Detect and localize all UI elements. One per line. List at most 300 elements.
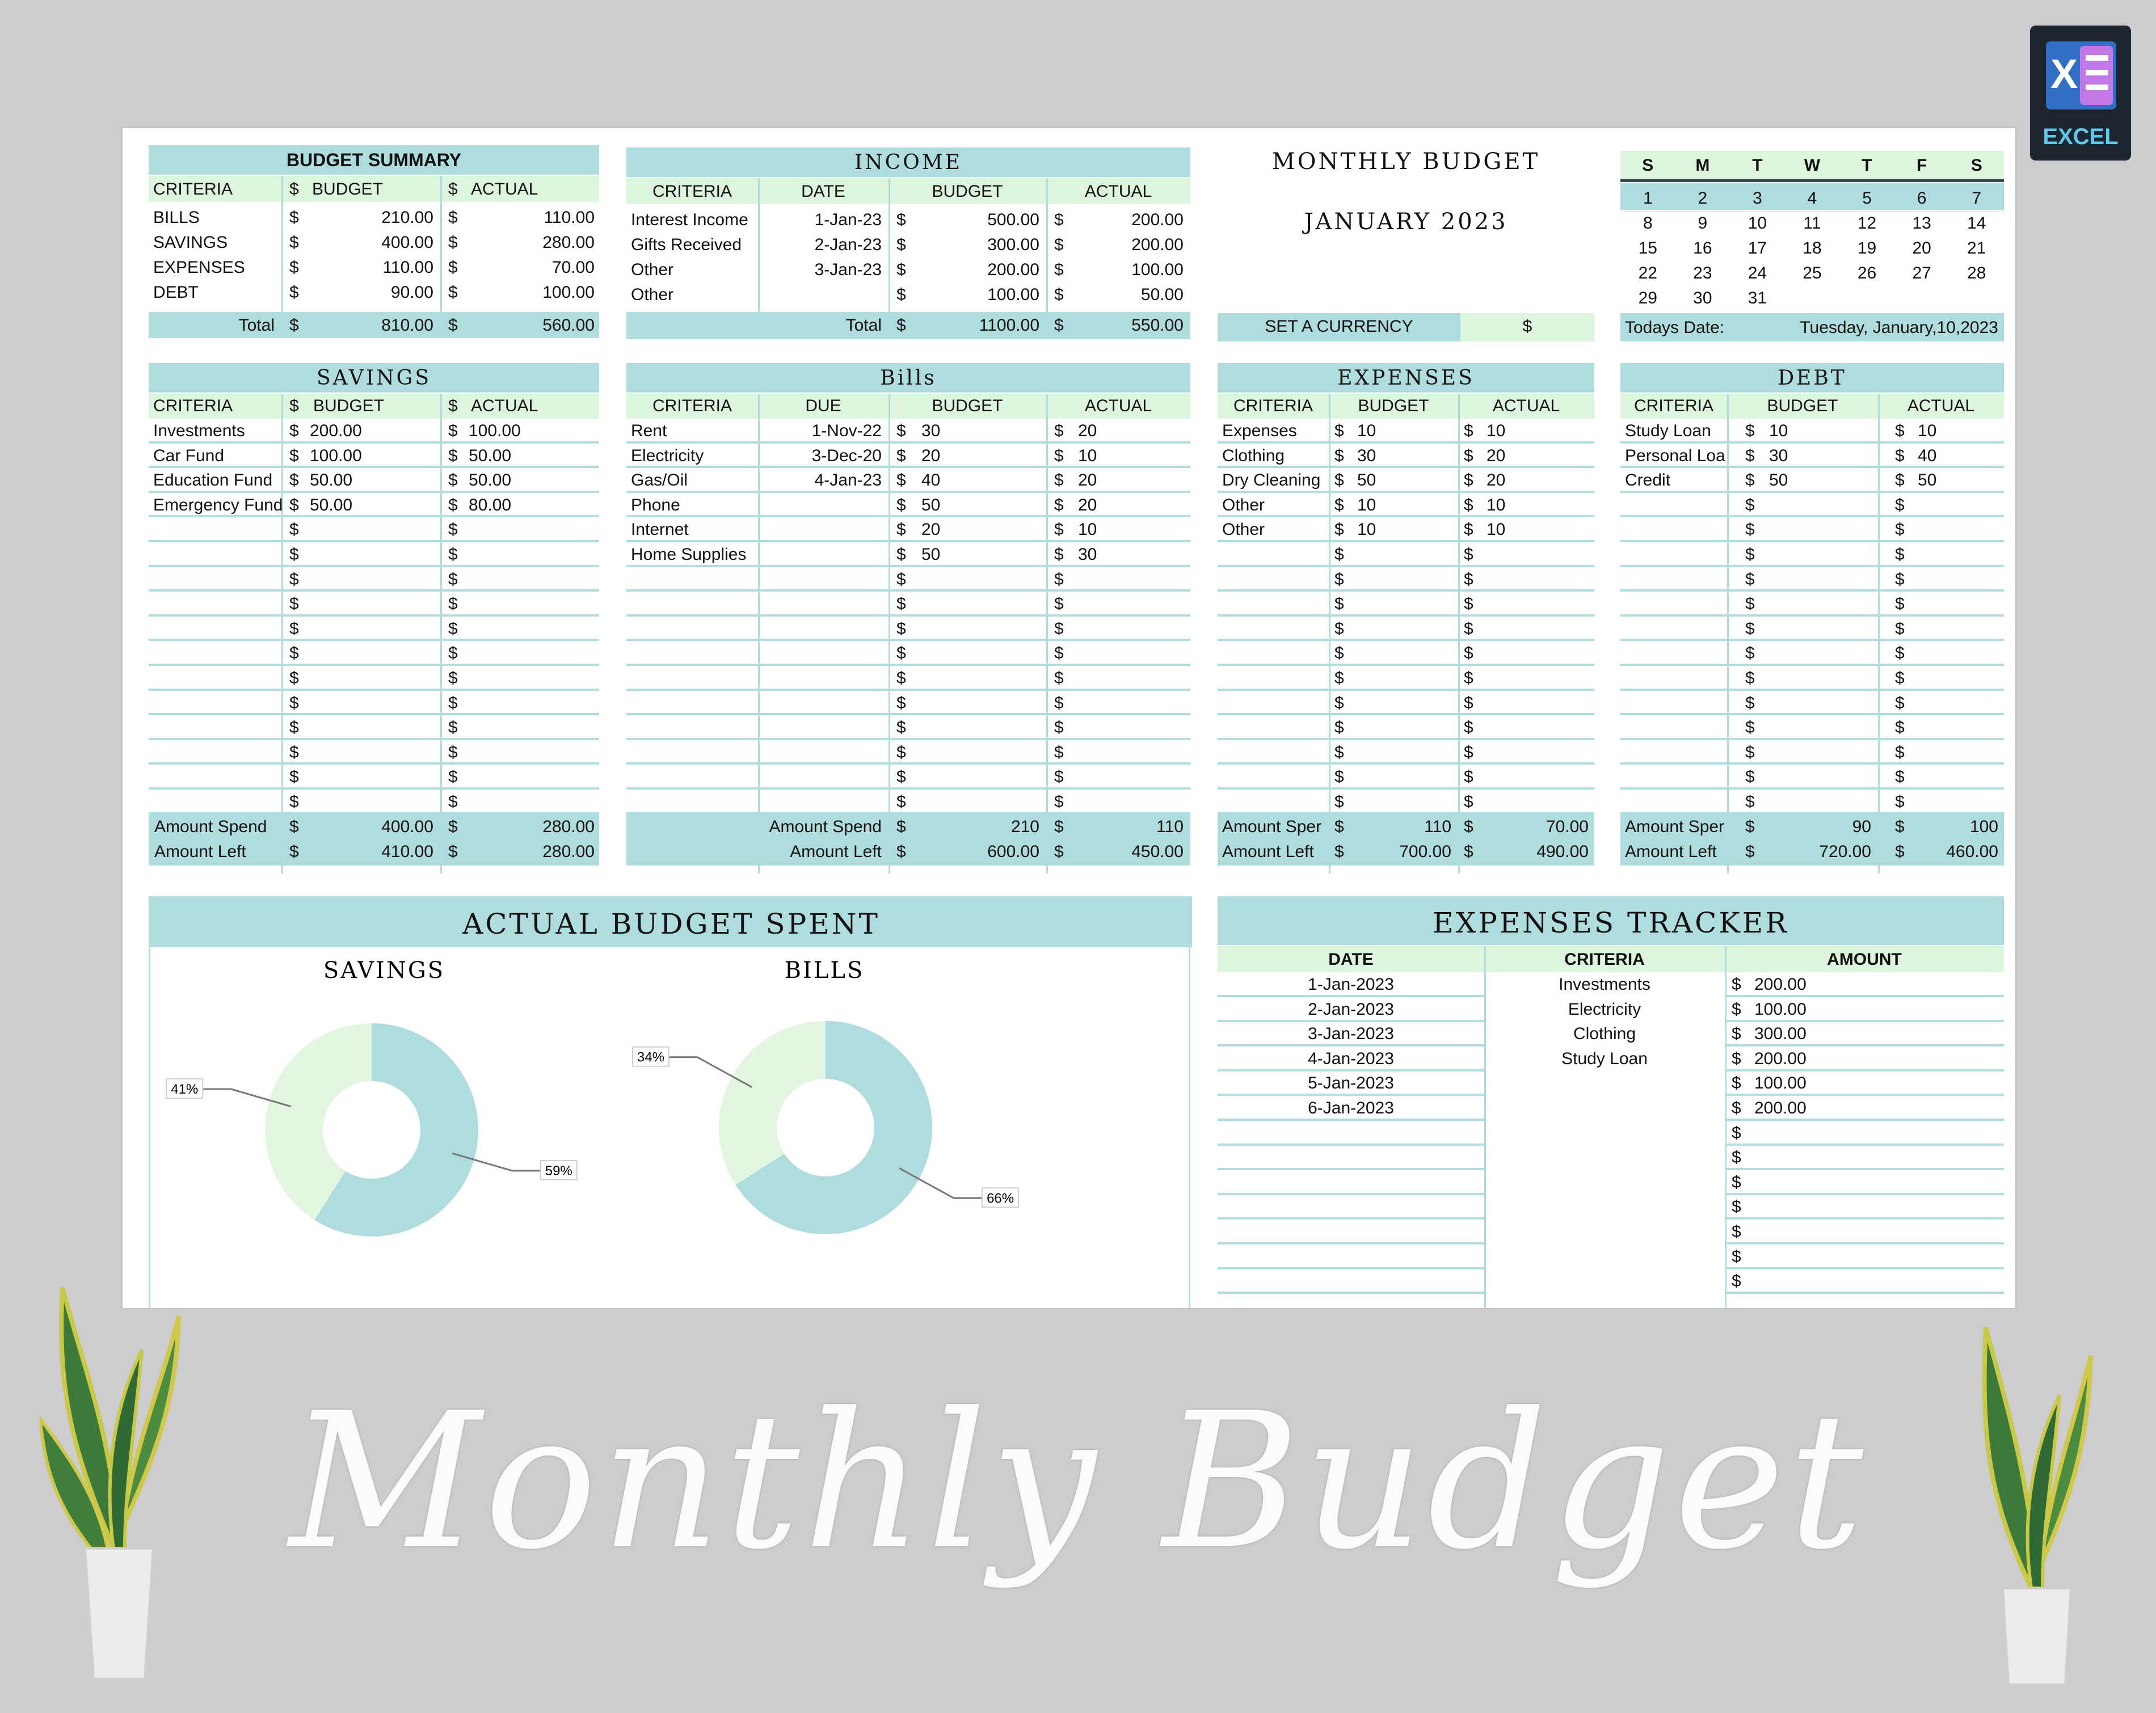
calendar-divider [1620, 210, 2004, 212]
dollar-sign: $ [448, 742, 458, 762]
bills-criteria[interactable]: Phone [631, 495, 680, 514]
bills-row [626, 740, 1190, 765]
debt-spend-budget: 90 [1852, 817, 1871, 836]
expenses-actual[interactable]: 10 [1487, 421, 1506, 440]
expenses-spend-label: Amount Sper [1222, 817, 1322, 836]
calendar-date[interactable]: 6 [1917, 189, 1927, 208]
bills-header: ACTUAL [1084, 396, 1152, 415]
calendar-date[interactable]: 7 [1972, 189, 1982, 208]
dollar-sign: $ [896, 210, 906, 229]
dollar-sign: $ [896, 669, 906, 687]
dollar-sign: $ [1334, 792, 1344, 811]
dollar-sign: $ [1745, 817, 1755, 836]
debt-row [1620, 567, 2004, 592]
dollar-sign: $ [1895, 842, 1905, 861]
dollar-sign: $ [1464, 495, 1473, 514]
bills-criteria[interactable]: Rent [631, 421, 667, 440]
bills-actual[interactable]: 10 [1078, 446, 1097, 465]
bills-row [626, 641, 1190, 666]
bills-actual[interactable]: 20 [1078, 495, 1097, 514]
dollar-sign: $ [1895, 792, 1905, 811]
expenses-budget[interactable]: 30 [1357, 446, 1376, 465]
savings-header: CRITERIA [153, 396, 233, 415]
dollar-sign: $ [289, 316, 299, 335]
dollar-sign: $ [448, 644, 458, 663]
debt-budget[interactable]: 50 [1769, 471, 1788, 490]
tracker-date[interactable]: 4-Jan-2023 [1308, 1049, 1394, 1068]
bills-actual[interactable]: 10 [1078, 520, 1097, 539]
dollar-sign: $ [1745, 619, 1755, 638]
dollar-sign: $ [1745, 421, 1755, 440]
debt-actual[interactable]: 50 [1918, 471, 1937, 490]
bills-row [626, 691, 1190, 716]
savings-criteria[interactable]: Investments [153, 421, 245, 440]
expenses-row [1218, 517, 1594, 542]
expenses-actual[interactable]: 20 [1487, 446, 1506, 465]
dollar-sign: $ [289, 446, 299, 465]
tracker-header-date: DATE [1328, 950, 1374, 969]
calendar-date[interactable]: 24 [1747, 264, 1767, 282]
dollar-sign: $ [896, 792, 906, 811]
debt-actual[interactable]: 10 [1918, 421, 1937, 440]
bills-budget[interactable]: 50 [921, 545, 941, 564]
debt-row [1620, 517, 2004, 542]
dollar-sign: $ [1054, 235, 1064, 254]
calendar-day-header: W [1804, 156, 1821, 175]
calendar-date[interactable]: 29 [1638, 289, 1657, 307]
tracker-row-line [1218, 1267, 1484, 1269]
tracker-date[interactable]: 2-Jan-2023 [1308, 999, 1394, 1019]
savings-row [149, 542, 599, 567]
bills-criteria[interactable]: Home Supplies [631, 545, 747, 564]
savings-budget[interactable]: 200.00 [310, 421, 362, 440]
savings-header: $ [289, 396, 299, 415]
tracker-date[interactable]: 6-Jan-2023 [1308, 1099, 1394, 1117]
dollar-sign: $ [1895, 520, 1905, 539]
dollar-sign: $ [448, 233, 458, 252]
calendar-date[interactable]: 2 [1698, 189, 1708, 208]
dollar-sign: $ [1054, 260, 1064, 279]
bills-spend-budget: 210 [1010, 817, 1039, 836]
debt-criteria[interactable]: Credit [1625, 471, 1671, 490]
tracker-row-line [1725, 1144, 2004, 1146]
dollar-sign: $ [1895, 817, 1905, 836]
dollar-sign: $ [448, 316, 458, 335]
bills-budget[interactable]: 40 [921, 471, 941, 490]
debt-row [1620, 691, 2004, 716]
tracker-amount[interactable]: 100.00 [1754, 999, 1807, 1019]
debt-left-budget: 720.00 [1819, 842, 1871, 861]
income-budget: 300.00 [987, 235, 1039, 254]
summary-criteria: BILLS [153, 208, 200, 227]
savings-row [149, 641, 599, 666]
dollar-sign: $ [1054, 792, 1064, 811]
dollar-sign: $ [896, 285, 906, 304]
debt-title: DEBT [1778, 366, 1847, 390]
dollar-sign: $ [1054, 495, 1064, 514]
debt-row [1620, 666, 2004, 691]
dollar-sign: $ [1054, 545, 1064, 564]
todays-date-label: Todays Date: [1625, 318, 1725, 337]
dollar-sign: $ [1464, 594, 1473, 614]
dollar-sign: $ [448, 446, 458, 465]
dollar-sign: $ [1745, 471, 1755, 490]
dollar-sign: $ [896, 520, 906, 539]
expenses-budget[interactable]: 10 [1357, 421, 1376, 440]
calendar-date[interactable]: 17 [1747, 239, 1767, 258]
summary-total-label: Total [238, 316, 275, 335]
calendar-date[interactable]: 23 [1693, 264, 1712, 282]
dollar-sign: $ [1054, 471, 1064, 490]
bills-due[interactable]: 1-Nov-22 [811, 421, 882, 440]
bills-due[interactable]: 3-Dec-20 [811, 446, 882, 465]
dollar-sign: $ [1054, 285, 1064, 304]
chart-slice [719, 1021, 826, 1185]
debt-left-label: Amount Left [1625, 842, 1717, 861]
dollar-sign: $ [1464, 569, 1473, 589]
income-criteria: Other [631, 260, 674, 279]
bills-row [626, 790, 1190, 815]
bills-budget[interactable]: 30 [921, 421, 941, 440]
savings-budget[interactable]: 100.00 [310, 446, 362, 465]
calendar-date[interactable]: 28 [1967, 264, 1986, 282]
bills-row [626, 517, 1190, 542]
savings-title: SAVINGS [316, 366, 431, 390]
tracker-amount[interactable]: 200.00 [1754, 1049, 1807, 1068]
income-budget: 100.00 [987, 285, 1039, 304]
dollar-sign: $ [289, 471, 299, 490]
savings-budget[interactable]: 50.00 [310, 471, 353, 490]
dollar-sign: $ [289, 644, 299, 663]
dollar-sign: $ [289, 619, 299, 638]
summary-criteria: DEBT [153, 283, 199, 302]
debt-row [1620, 617, 2004, 642]
income-date: 1-Jan-23 [814, 210, 882, 229]
tracker-amount[interactable]: 300.00 [1754, 1024, 1807, 1044]
dollar-sign: $ [448, 817, 458, 836]
debt-row [1620, 468, 2004, 493]
savings-criteria[interactable]: Car Fund [153, 446, 225, 465]
svg-text:X: X [2050, 52, 2078, 97]
bills-spend-actual: 110 [1156, 817, 1184, 836]
dollar-sign: $ [1334, 520, 1344, 539]
income-criteria: Interest Income [631, 210, 748, 229]
dollar-sign: $ [289, 233, 299, 252]
expenses-criteria[interactable]: Other [1222, 495, 1265, 514]
dollar-sign: $ [289, 742, 299, 762]
dollar-sign: $ [1895, 718, 1905, 737]
bills-criteria[interactable]: Electricity [631, 446, 704, 465]
dollar-sign: $ [289, 718, 299, 737]
debt-budget[interactable]: 30 [1769, 446, 1788, 465]
summary-budget: 210.00 [381, 208, 433, 227]
tracker-criteria[interactable]: Study Loan [1561, 1049, 1648, 1068]
bills-left-budget: 600.00 [987, 842, 1039, 861]
savings-row [149, 715, 599, 740]
tracker-row-line [1218, 1193, 1484, 1195]
dollar-sign: $ [448, 520, 458, 539]
tracker-criteria[interactable]: Clothing [1573, 1024, 1636, 1044]
dollar-sign: $ [1464, 742, 1473, 762]
savings-actual[interactable]: 50.00 [469, 471, 512, 490]
summary-budget: 90.00 [390, 283, 433, 302]
calendar-date[interactable]: 27 [1912, 264, 1931, 282]
calendar-date[interactable]: 8 [1643, 214, 1653, 233]
calendar-date[interactable]: 3 [1753, 189, 1762, 208]
plant-icon [40, 1288, 179, 1679]
debt-row [1620, 790, 2004, 815]
tracker-amount[interactable]: 200.00 [1754, 1099, 1807, 1117]
calendar-date[interactable]: 14 [1967, 214, 1986, 233]
calendar-day-header: F [1916, 156, 1927, 175]
calendar-date[interactable]: 30 [1693, 289, 1712, 307]
dollar-sign: $ [896, 767, 906, 787]
debt-criteria[interactable]: Study Loan [1625, 421, 1711, 440]
summary-budget: 110.00 [382, 258, 433, 277]
tracker-criteria[interactable]: Electricity [1568, 999, 1641, 1019]
debt-actual[interactable]: 40 [1918, 446, 1937, 465]
tracker-date[interactable]: 1-Jan-2023 [1308, 975, 1394, 994]
calendar-date[interactable]: 1 [1643, 189, 1653, 208]
summary-header-budget: BUDGET [312, 180, 384, 199]
dollar-sign: $ [1745, 520, 1755, 539]
dollar-sign: $ [1334, 669, 1344, 687]
dollar-sign: $ [1334, 644, 1344, 663]
summary-actual: 280.00 [542, 233, 595, 252]
actual-budget-panel [149, 896, 1190, 1308]
savings-actual[interactable]: 100.00 [469, 421, 521, 440]
savings-actual[interactable]: 80.00 [469, 495, 512, 514]
dollar-sign: $ [1895, 742, 1905, 762]
calendar-date[interactable]: 12 [1857, 214, 1877, 233]
tracker-date[interactable]: 3-Jan-2023 [1308, 1024, 1394, 1044]
dollar-sign: $ [896, 421, 906, 440]
bills-actual[interactable]: 20 [1078, 471, 1097, 490]
income-header-criteria: CRITERIA [652, 182, 732, 201]
bills-budget[interactable]: 20 [921, 446, 941, 465]
dollar-sign: $ [1745, 792, 1755, 811]
expenses-row [1218, 617, 1594, 642]
calendar-date[interactable]: 4 [1807, 189, 1817, 208]
dollar-sign: $ [448, 471, 458, 490]
dollar-sign: $ [289, 208, 299, 227]
summary-title: BUDGET SUMMARY [286, 150, 462, 170]
tracker-criteria[interactable]: Investments [1559, 975, 1650, 994]
bills-due[interactable]: 4-Jan-23 [814, 471, 882, 490]
dollar-sign: $ [1732, 1172, 1741, 1192]
page-title: MONTHLY BUDGET [1271, 149, 1540, 175]
calendar-date[interactable]: 16 [1693, 239, 1712, 258]
dollar-sign: $ [1054, 644, 1064, 663]
budget-charts [150, 947, 1189, 1308]
debt-row [1620, 592, 2004, 617]
dollar-sign: $ [896, 545, 906, 564]
tracker-title: EXPENSES TRACKER [1433, 906, 1789, 939]
savings-criteria[interactable]: Emergency Fund [153, 495, 283, 514]
actual-budget-title: ACTUAL BUDGET SPENT [462, 908, 880, 940]
bills-criteria[interactable]: Internet [631, 520, 689, 539]
bills-budget[interactable]: 20 [921, 520, 941, 539]
dollar-sign: $ [896, 235, 906, 254]
dollar-sign: $ [448, 842, 458, 861]
tracker-header-amount: AMOUNT [1827, 950, 1902, 969]
calendar-date[interactable]: 15 [1638, 239, 1657, 258]
bills-header: DUE [805, 396, 841, 415]
dollar-sign: $ [1464, 471, 1473, 490]
dollar-sign: $ [1334, 718, 1344, 737]
dollar-sign: $ [1334, 742, 1344, 762]
expenses-budget[interactable]: 10 [1357, 495, 1376, 514]
calendar-date[interactable]: 13 [1912, 214, 1931, 233]
debt-row [1620, 740, 2004, 765]
tracker-row-line [1725, 1292, 2004, 1294]
chart-data-label: 59% [545, 1163, 572, 1179]
summary-actual: 70.00 [551, 258, 595, 277]
debt-row [1620, 493, 2004, 518]
decorative-title: Monthly Budget [289, 1373, 1867, 1590]
bills-row [626, 567, 1190, 592]
expenses-spend-actual: 70.00 [1546, 817, 1589, 836]
todays-date-value: Tuesday, January,10,2023 [1800, 318, 1998, 337]
dollar-sign: $ [1054, 693, 1064, 712]
dollar-sign: $ [1895, 421, 1905, 440]
savings-left-label: Amount Left [154, 842, 246, 861]
calendar-date[interactable]: 26 [1857, 264, 1877, 282]
expenses-left-budget: 700.00 [1399, 842, 1451, 861]
savings-spend-label: Amount Spend [154, 817, 267, 836]
savings-panel [149, 363, 599, 874]
bills-title: Bills [880, 366, 937, 390]
dollar-sign: $ [1464, 644, 1473, 663]
expenses-header: ACTUAL [1492, 396, 1560, 415]
bills-header: BUDGET [932, 396, 1003, 415]
savings-actual[interactable]: 50.00 [469, 446, 512, 465]
dollar-sign: $ [1334, 569, 1344, 589]
calendar-date[interactable]: 18 [1803, 239, 1822, 258]
expenses-actual[interactable]: 10 [1487, 495, 1506, 514]
expenses-spend-budget: 110 [1424, 817, 1451, 836]
bills-budget[interactable]: 50 [921, 495, 941, 514]
dollar-sign: $ [896, 817, 906, 836]
excel-logo [2030, 26, 2131, 161]
debt-row [1620, 542, 2004, 567]
dollar-sign: $ [1054, 594, 1064, 614]
debt-budget[interactable]: 10 [1769, 421, 1788, 440]
dollar-sign: $ [448, 669, 458, 687]
debt-criteria[interactable]: Personal Loa [1625, 446, 1725, 465]
savings-header: BUDGET [313, 396, 385, 415]
dollar-sign: $ [1745, 767, 1755, 787]
dollar-sign: $ [1732, 1074, 1741, 1093]
tracker-row-line [1725, 1193, 2004, 1195]
dollar-sign: $ [1732, 1049, 1741, 1068]
dollar-sign: $ [1464, 520, 1473, 539]
bills-actual[interactable]: 30 [1078, 545, 1097, 564]
dollar-sign: $ [896, 693, 906, 712]
bills-criteria[interactable]: Gas/Oil [631, 471, 688, 490]
dollar-sign: $ [448, 693, 458, 712]
dollar-sign: $ [896, 446, 906, 465]
dollar-sign: $ [896, 644, 906, 663]
tracker-amount[interactable]: 200.00 [1754, 975, 1807, 994]
summary-budget: 400.00 [381, 233, 433, 252]
dollar-sign: $ [1054, 619, 1064, 638]
expenses-tracker-panel [1218, 896, 2004, 1308]
calendar-date[interactable]: 31 [1747, 289, 1767, 307]
income-actual: 100.00 [1131, 260, 1184, 279]
dollar-sign: $ [289, 693, 299, 712]
dollar-sign: $ [1745, 495, 1755, 514]
calendar-date[interactable]: 19 [1857, 239, 1877, 258]
expenses-actual[interactable]: 20 [1487, 471, 1506, 490]
dollar-sign: $ [448, 545, 458, 564]
savings-row [149, 567, 599, 592]
dollar-sign: $ [1732, 1123, 1741, 1142]
expenses-budget[interactable]: 50 [1357, 471, 1376, 490]
expenses-budget[interactable]: 10 [1357, 520, 1376, 539]
savings-budget[interactable]: 50.00 [310, 495, 353, 514]
tracker-row-line [1218, 1144, 1484, 1146]
savings-criteria[interactable]: Education Fund [153, 471, 273, 490]
dollar-sign: $ [1054, 742, 1064, 762]
income-header-date: DATE [801, 182, 845, 201]
calendar-date[interactable]: 25 [1803, 264, 1822, 282]
dollar-sign: $ [896, 495, 906, 514]
dollar-sign: $ [1464, 842, 1473, 861]
calendar-date[interactable]: 5 [1862, 189, 1872, 208]
expenses-criteria[interactable]: Clothing [1222, 446, 1285, 465]
dollar-sign: $ [448, 569, 458, 589]
chart-title: SAVINGS [323, 957, 445, 984]
expenses-row [1218, 765, 1594, 790]
expenses-actual[interactable]: 10 [1487, 520, 1506, 539]
calendar-date[interactable]: 21 [1967, 239, 1986, 258]
calendar-date[interactable]: 22 [1638, 264, 1657, 282]
income-title: INCOME [854, 151, 962, 174]
dollar-sign: $ [1732, 1247, 1741, 1266]
currency-label: SET A CURRENCY [1265, 317, 1413, 336]
dollar-sign: $ [1334, 421, 1344, 440]
summary-total-budget: 810.00 [381, 316, 433, 335]
calendar-date[interactable]: 10 [1747, 214, 1767, 233]
dollar-sign: $ [448, 718, 458, 737]
dollar-sign: $ [1464, 792, 1473, 811]
excel-label: EXCEL [2043, 124, 2119, 149]
expenses-row [1218, 493, 1594, 518]
calendar-date[interactable]: 11 [1803, 214, 1821, 233]
expenses-criteria[interactable]: Expenses [1222, 421, 1297, 440]
calendar-day-header: M [1695, 156, 1710, 175]
bills-actual[interactable]: 20 [1078, 421, 1097, 440]
calendar-date[interactable]: 9 [1698, 214, 1708, 233]
currency-input[interactable]: $ [1522, 317, 1532, 336]
income-header-budget: BUDGET [932, 182, 1003, 201]
expenses-criteria[interactable]: Dry Cleaning [1222, 471, 1321, 490]
tracker-amount[interactable]: 100.00 [1754, 1074, 1807, 1093]
tracker-row-line [1725, 1217, 2004, 1220]
expenses-criteria[interactable]: Other [1222, 520, 1265, 539]
summary-header-criteria: CRITERIA [153, 180, 233, 199]
dollar-sign: $ [289, 520, 299, 539]
dollar-sign: $ [1054, 210, 1064, 229]
budget-sheet [123, 128, 2015, 1308]
calendar-date[interactable]: 20 [1912, 239, 1931, 258]
dollar-sign: $ [448, 421, 458, 440]
tracker-date[interactable]: 5-Jan-2023 [1308, 1074, 1394, 1093]
summary-criteria: SAVINGS [153, 233, 228, 252]
dollar-sign: $ [448, 495, 458, 514]
dollar-sign: $ [1745, 569, 1755, 589]
